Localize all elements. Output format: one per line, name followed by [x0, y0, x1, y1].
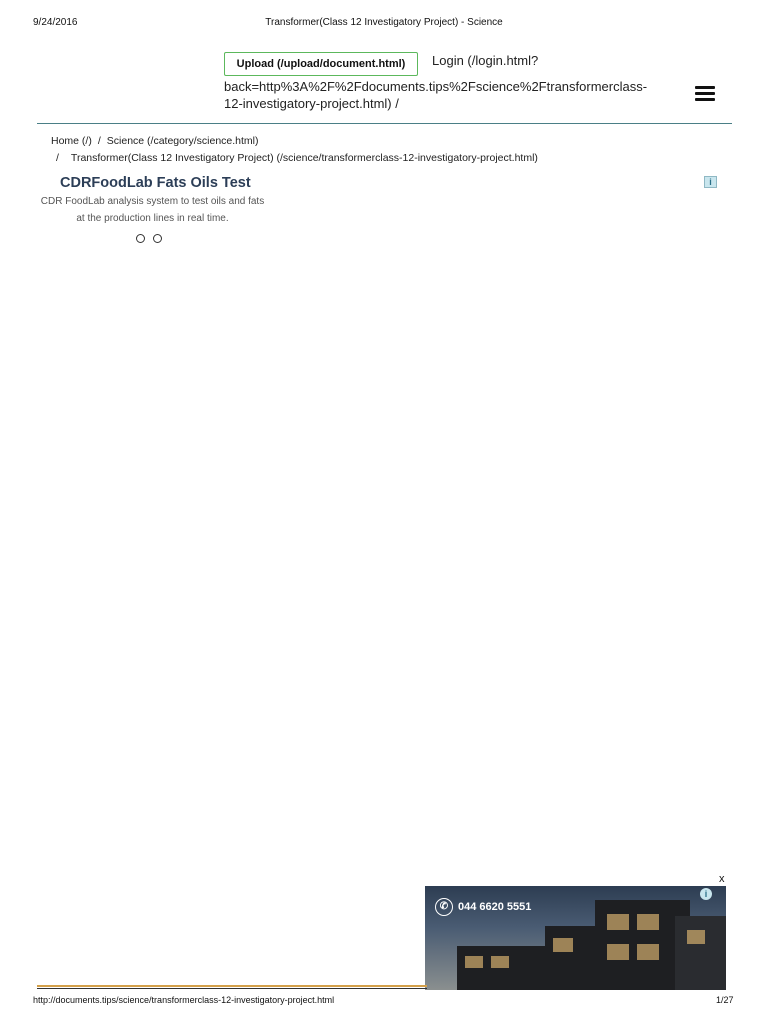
upload-button[interactable]: Upload (/upload/document.html): [224, 52, 418, 76]
phone-icon: ✆: [435, 898, 453, 916]
ad-info-icon[interactable]: i: [704, 176, 717, 188]
hamburger-icon[interactable]: [695, 86, 715, 102]
footer-divider: [37, 985, 427, 987]
breadcrumb-home[interactable]: Home (/): [51, 135, 92, 147]
login-link-continuation[interactable]: back=http%3A%2F%2Fdocuments.tips%2Fscience%2Ftransformerclass-12-investigatory-project.html) /: [224, 79, 648, 111]
print-date: 9/24/2016: [33, 17, 78, 28]
footer-divider-dark: [37, 988, 427, 989]
banner-info-icon[interactable]: i: [700, 888, 712, 900]
carousel-dot[interactable]: [153, 234, 162, 243]
print-footer-page: 1/27: [716, 995, 734, 1005]
breadcrumb: [51, 135, 259, 147]
header-divider: [37, 123, 732, 124]
breadcrumb-separator: /: [97, 135, 101, 147]
print-footer-url: http://documents.tips/science/transformerclass-12-investigatory-project.html: [33, 995, 335, 1005]
print-title: Transformer(Class 12 Investigatory Project) - Science: [265, 17, 503, 28]
banner-phone-number: 044 6620 5551: [458, 901, 532, 913]
breadcrumb-separator: /: [56, 152, 59, 164]
banner-close-button[interactable]: x: [719, 873, 725, 885]
login-link[interactable]: Login (/login.html?: [432, 53, 539, 68]
ad-carousel-dots: [136, 230, 170, 248]
ad-description: CDR FoodLab analysis system to test oils and fats at the production lines in real time.: [40, 196, 265, 224]
breadcrumb-category[interactable]: Science (/category/science.html): [106, 135, 259, 147]
banner-phone[interactable]: [435, 898, 531, 916]
breadcrumb-current-row: [56, 152, 538, 164]
ad-banner[interactable]: [425, 886, 726, 990]
breadcrumb-current[interactable]: Transformer(Class 12 Investigatory Project) (/science/transformerclass-12-investigatory-project.html): [70, 152, 538, 164]
ad-title[interactable]: CDRFoodLab Fats Oils Test: [60, 175, 251, 191]
carousel-dot[interactable]: [136, 234, 145, 243]
